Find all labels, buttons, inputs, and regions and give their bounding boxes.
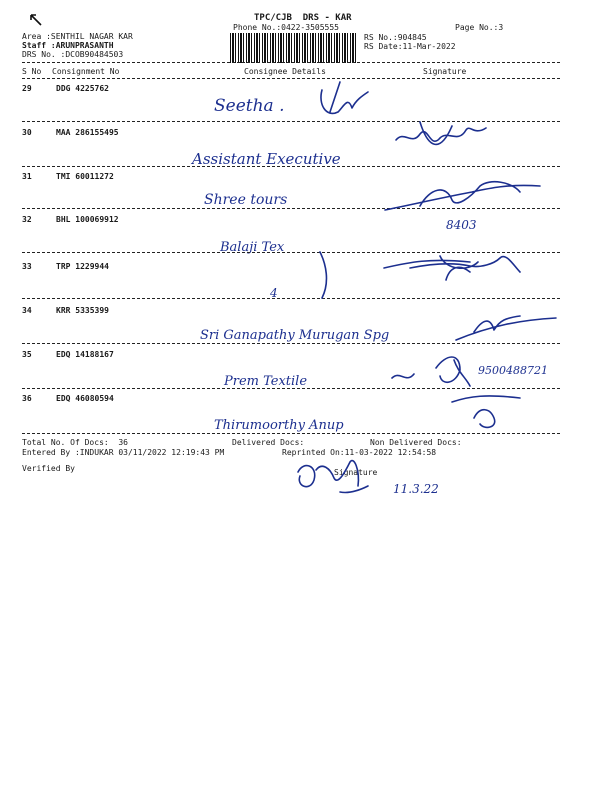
signature-row-36 [452,396,520,427]
row-sno: 29 [22,84,32,93]
non-delivered-docs: Non Delivered Docs: [370,438,462,447]
row-handwritten-consignee: Sri Ganapathy Murugan Spg [200,328,390,343]
row-consignment: EDQ 14188167 [56,350,114,359]
signature-label: Signature [334,468,378,477]
total-docs: Total No. Of Docs: 36 [22,438,128,447]
row-sno: 30 [22,128,32,137]
row-sno: 36 [22,394,32,403]
divider [22,343,560,344]
divider [22,121,560,122]
drs-number: DRS No. :DCOB90484503 [22,50,124,59]
handwritten-date: 11.3.22 [393,482,439,496]
divider [22,388,560,389]
row-handwritten-consignee: Seetha . [214,96,285,116]
row-sno: 33 [22,262,32,271]
row-sno: 35 [22,350,32,359]
row-consignment: TRP 1229944 [56,262,109,271]
verified-by: Verified By [22,464,75,473]
row-consignment: EDQ 46080594 [56,394,114,403]
barcode [230,33,358,63]
row-sno: 32 [22,215,32,224]
corner-mark-icon [30,14,42,26]
entered-by: Entered By :INDUKAR 03/11/2022 12:19:43 PM [22,448,225,457]
divider [22,208,560,209]
row-sno: 31 [22,172,32,181]
divider [22,252,560,253]
delivered-docs: Delivered Docs: [232,438,305,447]
page-number: Page No.:3 [455,23,504,32]
row-consignment: TMI 60011272 [56,172,114,181]
row-handwritten-consignee: Prem Textile [224,374,308,389]
divider [22,62,560,63]
row-handwritten-consignee: Thirumoorthy Anup [214,418,344,433]
row-sno: 34 [22,306,32,315]
row-consignment: KRR 5335399 [56,306,109,315]
phone-number: Phone No.:0422-3505555 [233,23,339,32]
document-title: TPC/CJB DRS - KAR [254,13,352,23]
column-signature: Signature [423,67,467,76]
signature-row-30 [396,122,486,144]
row-handwritten-note: 8403 [446,218,477,232]
signature-row-35 [392,357,470,386]
row-handwritten-consignee: Assistant Executive [192,150,341,168]
column-consignment: Consignment No [52,67,120,76]
signature-row-32 [320,252,478,298]
divider [22,433,560,434]
reprinted-on: Reprinted On:11-03-2022 12:54:58 [282,448,437,457]
row-consignment: DDG 4225762 [56,84,109,93]
signature-row-29 [321,82,368,113]
row-handwritten-consignee: Balaji Tex [220,240,285,255]
area-label: Area :SENTHIL NAGAR KAR [22,32,133,41]
divider [22,298,560,299]
row-handwritten-consignee: Shree tours [204,192,288,208]
divider [22,78,560,79]
row-handwritten-mark: 4 [270,286,278,300]
divider [22,166,560,167]
signature-row-33 [410,257,520,280]
handwritten-phone-number: 9500488721 [478,364,548,377]
row-consignment: BHL 100069912 [56,215,119,224]
column-sno: S No [22,67,42,76]
signature-row-34 [456,316,556,340]
signature-row-31 [385,182,540,210]
row-consignment: MAA 286155495 [56,128,119,137]
column-consignee: Consignee Details [244,67,326,76]
rs-date: RS Date:11-Mar-2022 [364,42,456,51]
staff-label: Staff :ARUNPRASANTH [22,41,114,50]
rs-number: RS No.:904845 [364,33,427,42]
